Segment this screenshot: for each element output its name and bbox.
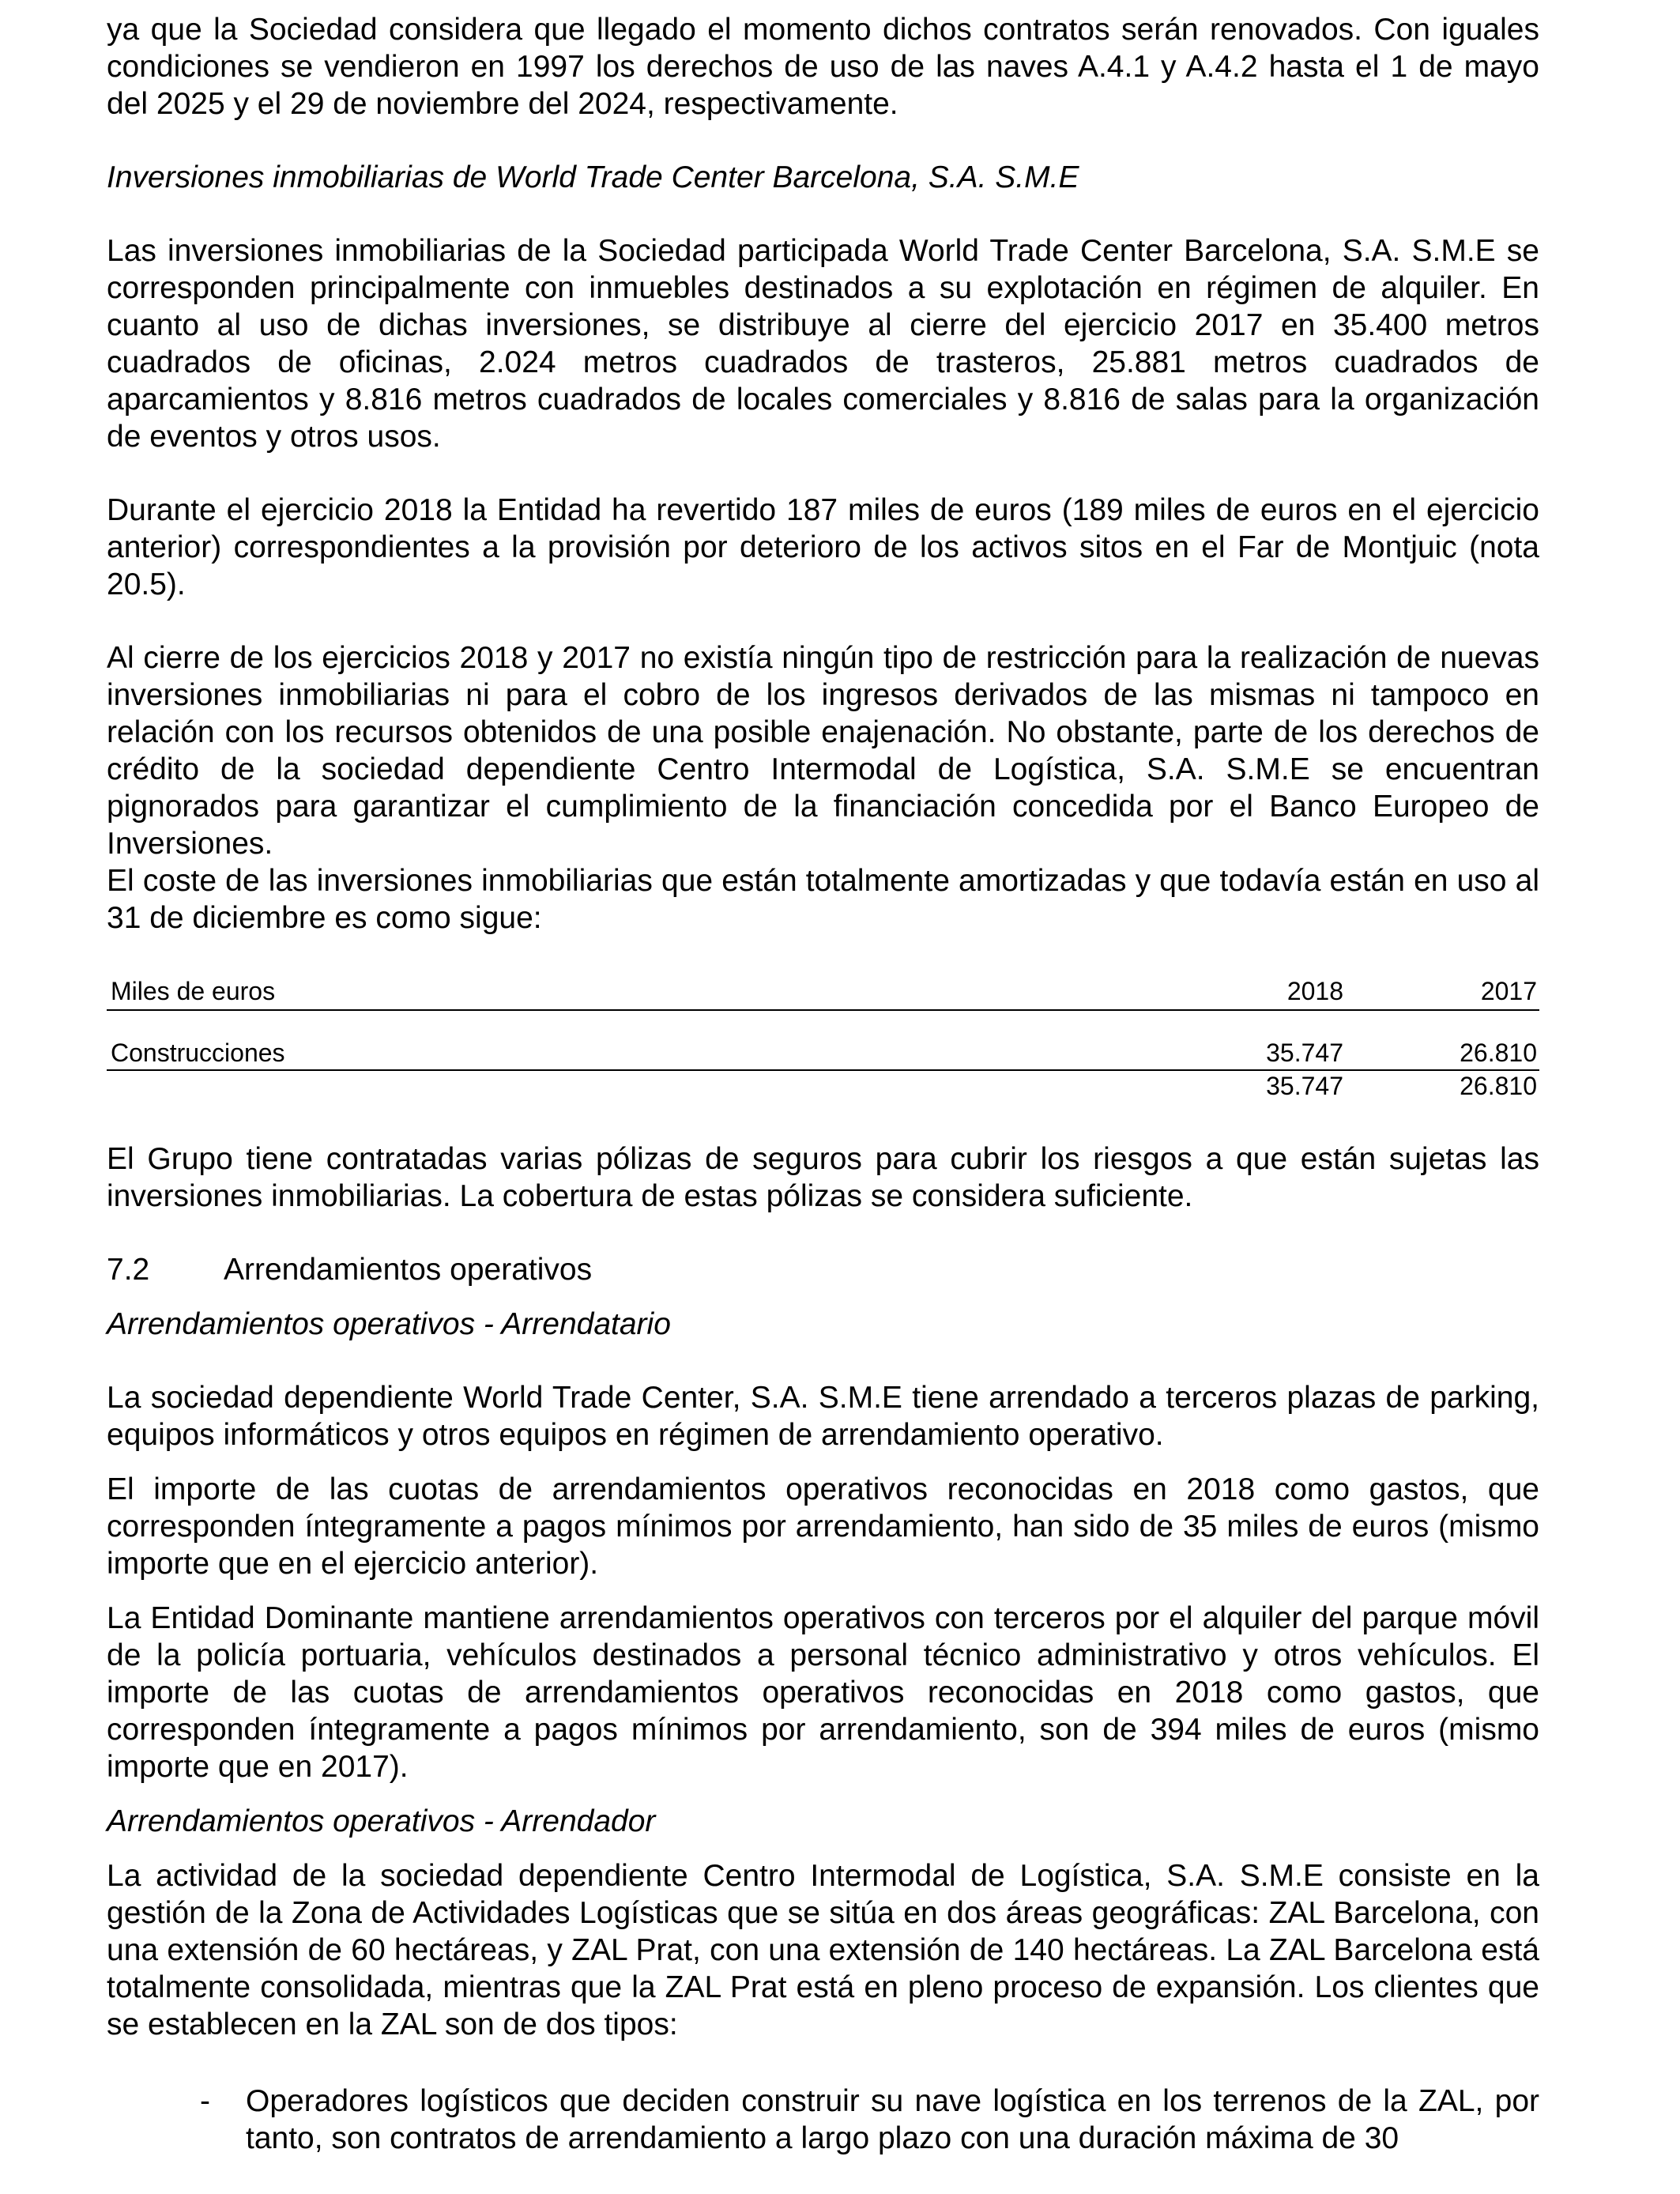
paragraph-naves-rights: ya que la Sociedad considera que llegado el momento dichos contratos serán renovados. Con iguales condiciones se vendieron en 1997 los derechos de uso de las naves A.4.1 y A.4.2 hasta el 1 de mayo del 2025 y el 29 de noviembre del 2024, respectivamente. [107, 13, 1539, 121]
section-heading [107, 1251, 1539, 1288]
table-row-value-2017: 26.810 [1460, 1039, 1537, 1067]
bullet-dash: - [200, 2084, 210, 2118]
section-title: Arrendamientos operativos [224, 1253, 593, 1287]
paragraph-lease-costs: El importe de las cuotas de arrendamientos operativos reconocidas en 2018 como gastos, que corresponden íntegramente a pagos mínimos por arrendamiento, han sido de 35 miles de euros (mismo importe que en el ejercicio anterior). [107, 1472, 1539, 1581]
bullet-text: Operadores logísticos que deciden construir su nave logística en los terrenos de la ZAL, por tanto, son contratos de arrendamiento a largo plazo con una duración máxima de 30 [246, 2084, 1539, 2155]
paragraph-zal-activity: La actividad de la sociedad dependiente Centro Intermodal de Logística, S.A. S.M.E consiste en la gestión de la Zona de Actividades Logísticas que se sitúa en dos áreas geográficas: ZAL Barcelona, con una extensión de 60 hectáreas, y ZAL Prat, con una extensión de 140 hectáreas. La ZAL Barcelona está totalmente consolidada, mientras que la ZAL Prat está en pleno proceso de expansión. Los clientes que se establecen en la ZAL son de dos tipos: [107, 1859, 1539, 2041]
table-total-row [107, 1071, 1539, 1101]
paragraph-wtc-leases: La sociedad dependiente World Trade Center, S.A. S.M.E tiene arrendado a terceros plazas de parking, equipos informáticos y otros equipos en régimen de arrendamiento operativo. [107, 1381, 1539, 1452]
table-header-row [107, 978, 1539, 1011]
paragraph-restrictions: Al cierre de los ejercicios 2018 y 2017 no existía ningún tipo de restricción para la realización de nuevas inversiones inmobiliarias ni para el cobro de los ingresos derivados de las mismas ni tampoco en relación con los recursos obtenidos de una posible enajenación. No obstante, parte de los derechos de crédito de la sociedad dependiente Centro Intermodal de Logística, S.A. S.M.E se encuentran pignorados para garantizar el cumplimiento de la financiación concedida por el Banco Europeo de Inversiones. [107, 641, 1539, 861]
subheading-arrendador: Arrendamientos operativos - Arrendador [107, 1804, 656, 1838]
table-row-label: Construcciones [111, 1039, 285, 1067]
table-total-2018: 35.747 [1266, 1072, 1343, 1100]
section-number: 7.2 [107, 1253, 150, 1287]
table-row [107, 1038, 1539, 1071]
paragraph-dominant-entity-leases: La Entidad Dominante mantiene arrendamientos operativos con terceros por el alquiler del parque móvil de la policía portuaria, vehículos destinados a personal técnico administrativo y otros vehículos. El importe de las cuotas de arrendamientos operativos reconocidas en 2018 como gastos, que corresponden íntegramente a pagos mínimos por arrendamiento, son de 394 miles de euros (mismo importe que en 2017). [107, 1601, 1539, 1784]
paragraph-wtc-investments: Las inversiones inmobiliarias de la Sociedad participada World Trade Center Barcelona, S.A. S.M.E se corresponden principalmente con inmuebles destinados a su explotación en régimen de alquiler. En cuanto al uso de dichas inversiones, se distribuye al cierre del ejercicio 2017 en 35.400 metros cuadrados de oficinas, 2.024 metros cuadrados de trasteros, 25.881 metros cuadrados de aparcamientos y 8.816 metros cuadrados de locales comerciales y 8.816 de salas para la organización de eventos y otros usos. [107, 234, 1539, 454]
table-header-2018: 2018 [1286, 977, 1343, 1005]
subheading-wtc-investments: Inversiones inmobiliarias de World Trade Center Barcelona, S.A. S.M.E [107, 160, 1079, 194]
paragraph-amortized-cost: El coste de las inversiones inmobiliarias que están totalmente amortizadas y que todavía están en uso al 31 de diciembre es como sigue: [107, 864, 1539, 935]
subheading-arrendatario: Arrendamientos operativos - Arrendatario [107, 1307, 671, 1341]
amortized-investments-table [107, 978, 1539, 1101]
document-page [107, 11, 1539, 2157]
list-item [107, 2083, 1539, 2157]
table-total-2017: 26.810 [1460, 1072, 1537, 1100]
paragraph-provision-reversal: Durante el ejercicio 2018 la Entidad ha revertido 187 miles de euros (189 miles de euros en el ejercicio anterior) correspondientes a la provisión por deterioro de los activos sitos en el Far de Montjuic (nota 20.5). [107, 493, 1539, 601]
table-row-value-2018: 35.747 [1266, 1039, 1343, 1067]
table-header-label: Miles de euros [111, 977, 276, 1005]
table-header-2017: 2017 [1480, 977, 1537, 1005]
paragraph-insurance: El Grupo tiene contratadas varias pólizas de seguros para cubrir los riesgos a que están sujetas las inversiones inmobiliarias. La cobertura de estas pólizas se considera suficiente. [107, 1142, 1539, 1213]
